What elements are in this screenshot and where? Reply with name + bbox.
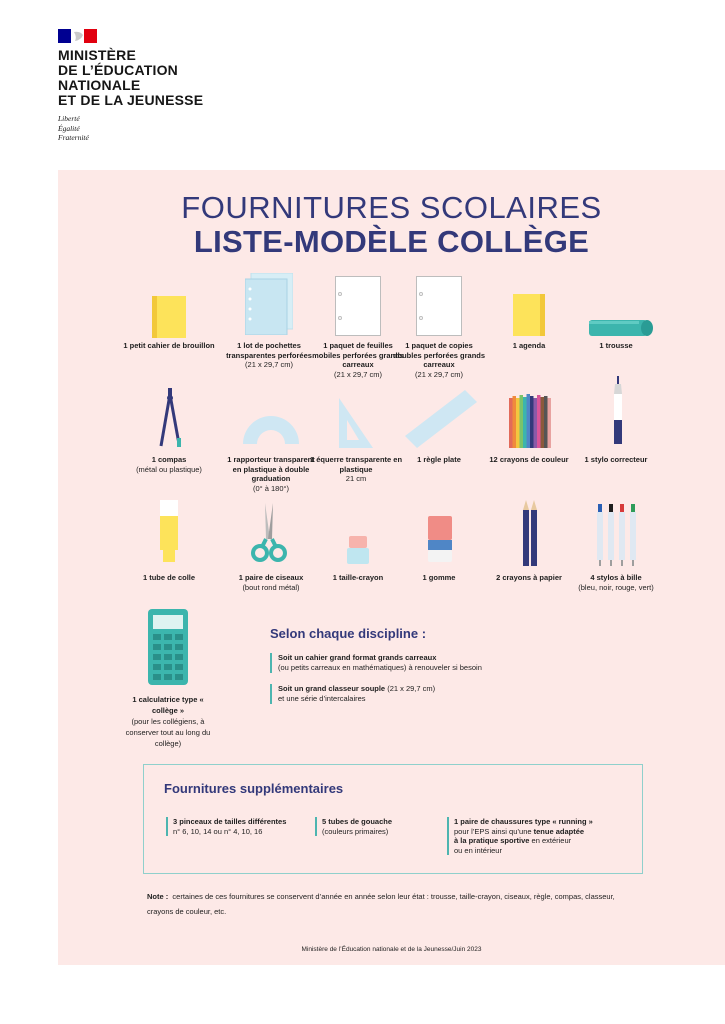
page-subtitle: LISTE-MODÈLE COLLÈGE [193, 224, 590, 259]
set-square-icon [339, 398, 373, 448]
ministry-line: NATIONALE [58, 77, 141, 93]
protractor-icon [243, 412, 299, 444]
item-label: 1 taille-crayon [332, 573, 384, 582]
correction-pen-icon [612, 376, 624, 444]
item-label: 1 règle plate [417, 455, 461, 464]
item-label: 1 équerre transparente en plastique 21 cm [309, 455, 403, 483]
ministry-line: DE L’ÉDUCATION [58, 62, 178, 78]
glue-stick-icon [160, 500, 178, 562]
item-label: 4 stylos à bille (bleu, noir, rouge, vert) [578, 573, 654, 592]
supplementary-brushes: 3 pinceaux de tailles différentes n° 6, 10, 14 ou n° 4, 10, 16 [166, 817, 293, 836]
marianne-flag-logo [58, 29, 97, 43]
note-label: Note : [147, 892, 169, 901]
item-label: 1 trousse [599, 341, 633, 350]
item-label: 12 crayons de couleur [489, 455, 569, 464]
notebook-icon [152, 296, 186, 338]
ballpoint-pens-icon [596, 504, 638, 566]
item-label: 1 paquet de feuilles mobiles perforées grands carreaux (21 x 29,7 cm) [312, 341, 404, 379]
sharpener-icon [347, 536, 369, 564]
supplementary-shoes: 1 paire de chaussures type « running » pour l’EPS ainsi qu’une tenue adaptée à la pratique sportive en extérieur ou en intérieur [447, 817, 619, 855]
item-label: 1 petit cahier de brouillon [123, 341, 215, 350]
item-label: 1 gomme [422, 573, 456, 582]
page-title: FOURNITURES SCOLAIRES [181, 190, 602, 225]
motto-line: Égalité [58, 123, 80, 133]
double-sheets-icon [416, 276, 462, 336]
supplementary-title: Fournitures supplémentaires [164, 781, 344, 796]
compass-icon [158, 388, 182, 448]
item-label: 2 crayons à papier [496, 573, 562, 582]
loose-sheets-icon [335, 276, 381, 336]
motto-line: Liberté [58, 114, 80, 123]
supplementary-gouache: 5 tubes de gouache (couleurs primaires) [315, 817, 432, 836]
planner-icon [513, 294, 545, 336]
ministry-line: ET DE LA JEUNESSE [58, 92, 204, 108]
motto-line: Fraternité [58, 133, 89, 142]
scissors-icon [251, 503, 287, 565]
republic-motto [58, 114, 89, 143]
item-label: 1 tube de colle [142, 573, 196, 582]
ruler-icon [405, 390, 477, 448]
pencil-case-icon [585, 318, 653, 338]
item-label: 1 paquet de copies doubles perforées grands carreaux (21 x 29,7 cm) [392, 341, 486, 379]
item-label: 1 calculatrice type « collège » (pour les collégiens, à conserver tout au long du collège) [125, 695, 211, 748]
item-label: 1 stylo correcteur [584, 455, 648, 464]
discipline-entry: Soit un grand classeur souple (21 x 29,7 cm) et une série d’intercalaires [270, 684, 578, 704]
ministry-name [58, 48, 203, 108]
plastic-sleeves-icon [245, 273, 293, 335]
footer: Ministère de l’Éducation nationale et de la Jeunesse/Juin 2023 [301, 946, 482, 953]
calculator-icon [148, 609, 188, 685]
note-text: certaines de ces fournitures se conservent d’année en année selon leur état : trousse, taille-crayon, ciseaux, règle, compas, classeur, crayons de couleur, etc. [147, 892, 615, 916]
eraser-icon [428, 516, 452, 562]
item-label: 1 agenda [512, 341, 546, 350]
ministry-line: MINISTÈRE [58, 47, 137, 63]
item-label: 1 lot de pochettes transparentes perforées (21 x 29,7 cm) [226, 341, 312, 369]
item-label: 1 paire de ciseaux (bout rond métal) [238, 573, 304, 592]
item-label: 1 rapporteur transparent en plastique à double graduation (0° à 180°) [227, 455, 315, 493]
discipline-entry: Soit un cahier grand format grands carreaux (ou petits carreaux en mathématiques) à renouveler si besoin [270, 653, 578, 673]
discipline-title: Selon chaque discipline : [270, 626, 427, 641]
pencils-icon [522, 500, 538, 566]
note [147, 889, 617, 919]
item-label: 1 compas (métal ou plastique) [136, 455, 202, 474]
colored-pencils-icon [509, 392, 551, 448]
